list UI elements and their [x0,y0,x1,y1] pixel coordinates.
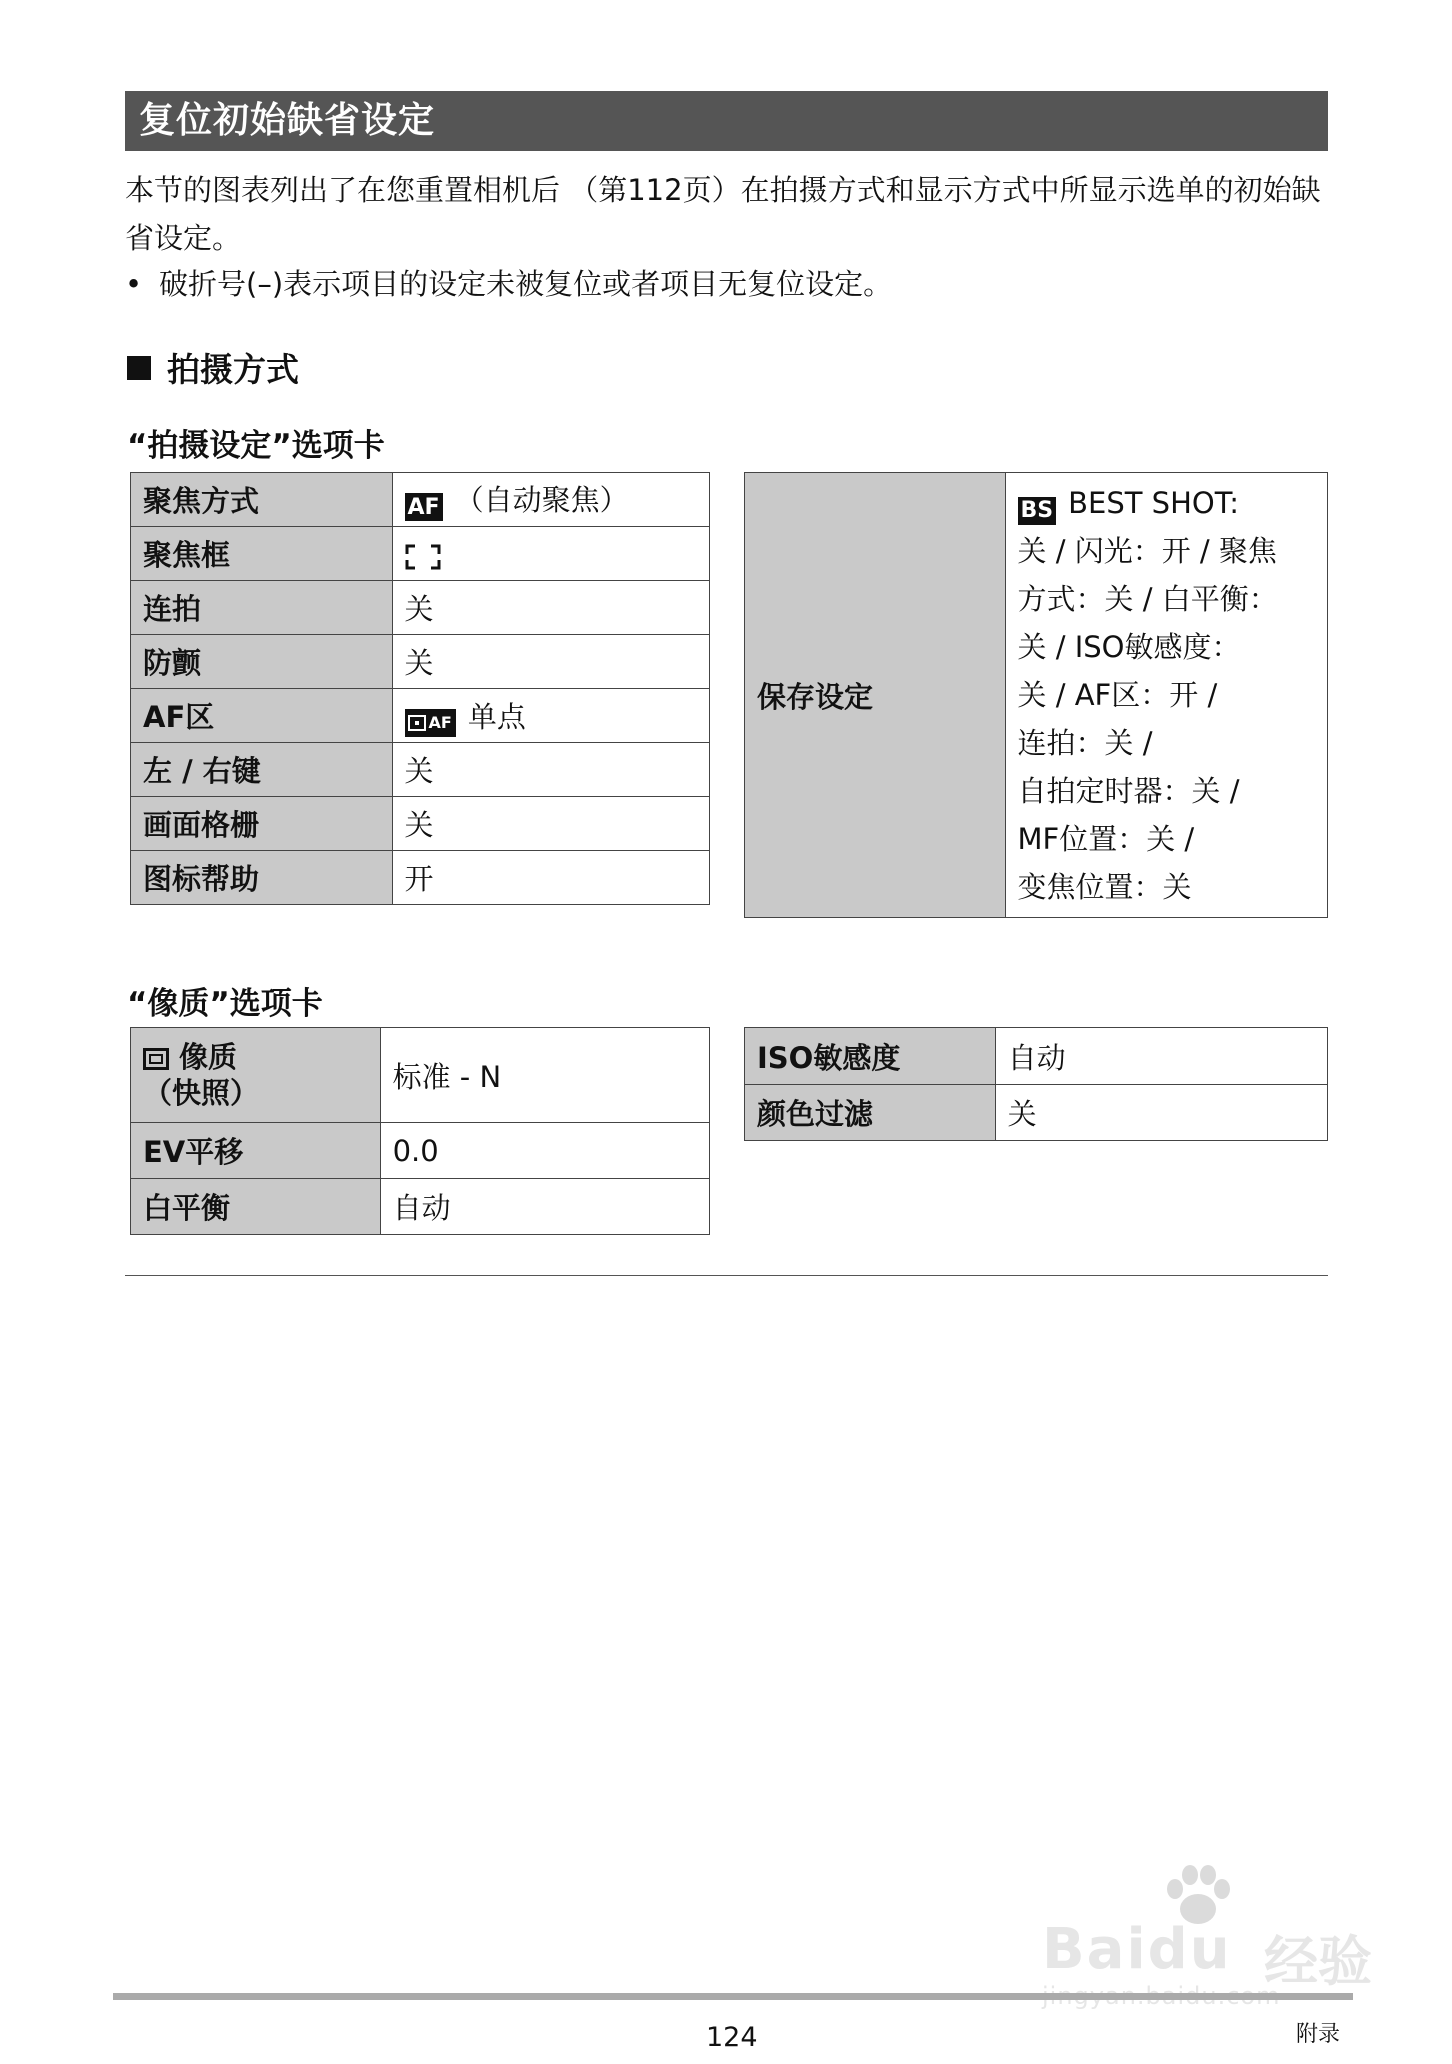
focus-frame-icon [405,544,441,570]
row-value: AF 单点 [392,689,709,743]
intro-paragraph: 本节的图表列出了在您重置相机后 （第112页）在拍摄方式和显示方式中所显示选单的初始缺省设定。 [125,173,1321,255]
row-value: 自动 [380,1179,709,1235]
save-settings-table [744,472,1328,918]
table-row [745,1028,1328,1085]
shooting-tab-title: “拍摄设定”选项卡 [127,428,385,464]
row-label: 画面格栅 [131,797,393,851]
table-row [131,743,710,797]
row-value: AF （自动聚焦） [392,473,709,527]
row-label: AF区 [131,689,393,743]
section-heading-text: 拍摄方式 [167,350,299,389]
row-value: 自动 [995,1028,1327,1085]
row-label: 左 / 右键 [131,743,393,797]
row-value: 关 [392,743,709,797]
page-title: 复位初始缺省设定 [125,91,1328,151]
table-row [131,797,710,851]
row-value: 关 [995,1085,1327,1141]
table-row [131,1123,710,1179]
section-divider [125,1275,1328,1276]
row-value: 关 [392,635,709,689]
table-row [131,527,710,581]
bullet-icon: • [125,267,143,301]
bs-icon: BS [1018,497,1057,525]
section-heading [127,344,299,391]
table-row [745,1085,1328,1141]
row-label: 图标帮助 [131,851,393,905]
table-row [131,635,710,689]
spot-af-icon: AF [405,709,456,737]
table-row [131,581,710,635]
af-icon: AF [405,493,443,521]
row-label: 连拍 [131,581,393,635]
row-label: 像质 （快照） [131,1028,381,1123]
baidu-watermark [1030,1865,1400,2005]
watermark-brand: Baidu [1042,1917,1232,1982]
row-value: 标准 - N [380,1028,709,1123]
row-label: 白平衡 [131,1179,381,1235]
quality-tab-title: “像质”选项卡 [127,986,323,1022]
row-value: 0.0 [380,1123,709,1179]
row-label: 保存设定 [745,473,1006,918]
row-label: 聚焦方式 [131,473,393,527]
row-value [392,527,709,581]
shooting-settings-table [130,472,710,905]
note-text: 破折号(–)表示项目的设定未被复位或者项目无复位设定。 [159,267,893,301]
footer-section: 附录 [1296,2022,1341,2047]
image-quality-icon [143,1048,169,1070]
table-row [131,473,710,527]
row-value: 关 [392,797,709,851]
row-label: 防颤 [131,635,393,689]
row-value: 开 [392,851,709,905]
watermark-product: 经验 [1264,1930,1372,1993]
table-row [745,473,1328,918]
save-settings-value: BS BEST SHOT: 关 / 闪光：开 / 聚焦 方式：关 / 白平衡： 关 / ISO敏感度： 关 / AF区：开 / 连拍：关 / 自拍定时器：关 / MF位置：关 / 变焦位置：关 [1005,473,1328,918]
table-row [131,1179,710,1235]
row-value: 关 [392,581,709,635]
table-row [131,1028,710,1123]
footer-rule [113,1993,1353,2000]
table-row [131,851,710,905]
page-number: 124 [706,2022,758,2053]
quality-table [130,1027,710,1235]
row-label: EV平移 [131,1123,381,1179]
quality-table-right [744,1027,1328,1141]
square-bullet-icon [127,356,151,380]
row-label: 颜色过滤 [745,1085,996,1141]
dash-note [125,262,892,306]
row-label: 聚焦框 [131,527,393,581]
row-label: ISO敏感度 [745,1028,996,1085]
table-row [131,689,710,743]
